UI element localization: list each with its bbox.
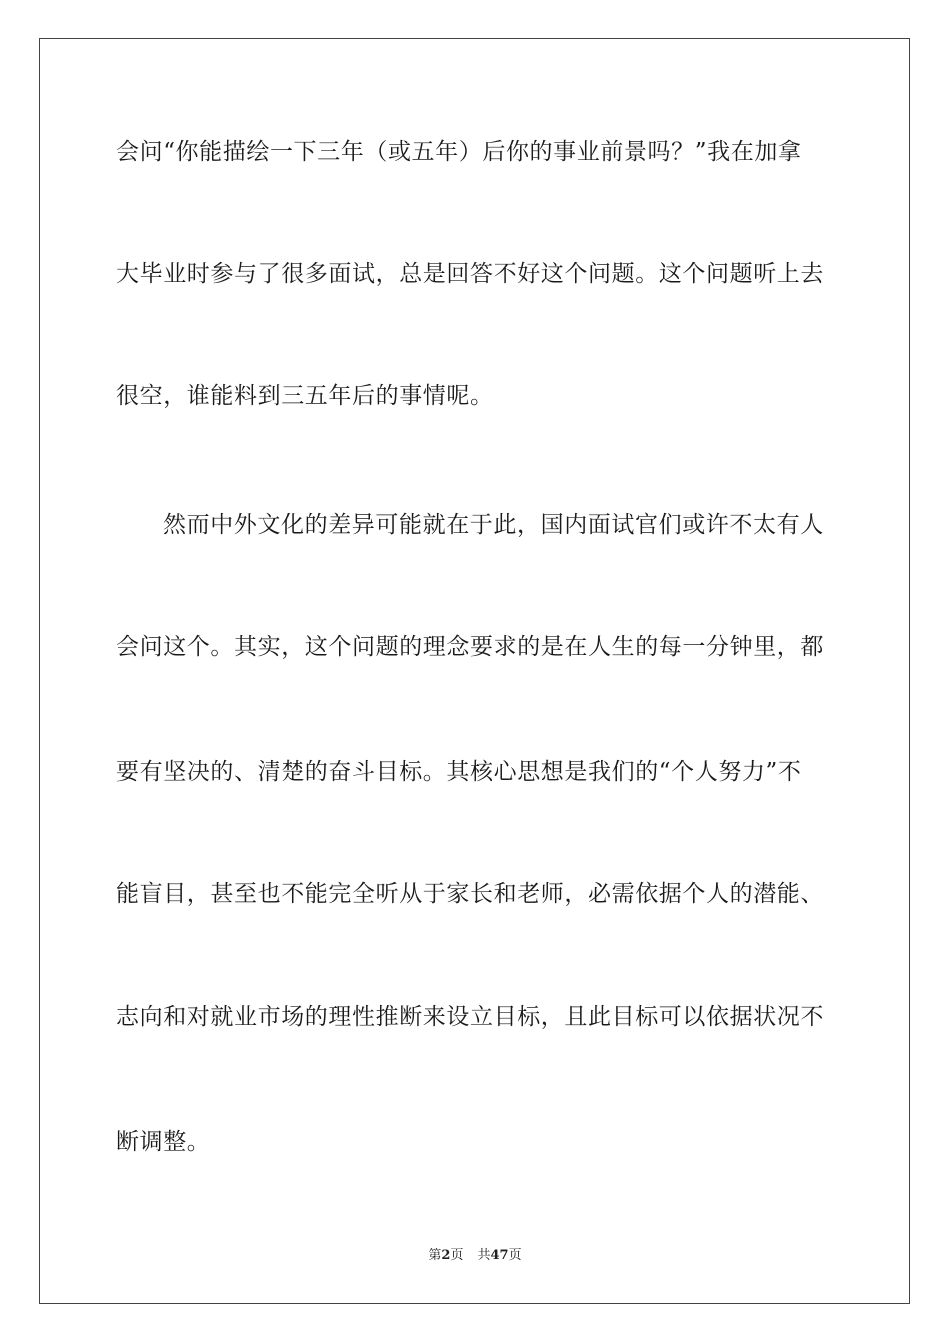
text-line: 断调整。 <box>116 1129 211 1155</box>
text-line: 大毕业时参与了很多面试，总是回答不好这个问题。这个问题听上去 <box>116 261 824 287</box>
page-border <box>39 38 910 1304</box>
page-prefix: 第 <box>428 1248 442 1263</box>
text-line: 要有坚决的、清楚的奋斗目标。其核心思想是我们的“个人努力”不 <box>116 759 802 785</box>
text-line: 会问这个。其实，这个问题的理念要求的是在人生的每一分钟里，都 <box>116 634 824 660</box>
text-line: 很空，谁能料到三五年后的事情呢。 <box>116 383 494 409</box>
text-line: 能盲目，甚至也不能完全听从于家长和老师，必需依据个人的潜能、 <box>116 881 824 907</box>
total-prefix: 共 <box>477 1248 491 1263</box>
text-line: 然而中外文化的差异可能就在于此，国内面试官们或许不太有人 <box>163 512 824 538</box>
page-footer <box>0 1247 950 1265</box>
total-suffix: 页 <box>508 1248 522 1263</box>
page-total: 47 <box>490 1248 509 1263</box>
text-line: 会问“你能描绘一下三年（或五年）后你的事业前景吗？”我在加拿 <box>116 139 802 165</box>
page-current: 2 <box>441 1248 451 1263</box>
text-line: 志向和对就业市场的理性推断来设立目标，且此目标可以依据状况不 <box>116 1004 824 1030</box>
page-suffix: 页 <box>450 1248 464 1263</box>
